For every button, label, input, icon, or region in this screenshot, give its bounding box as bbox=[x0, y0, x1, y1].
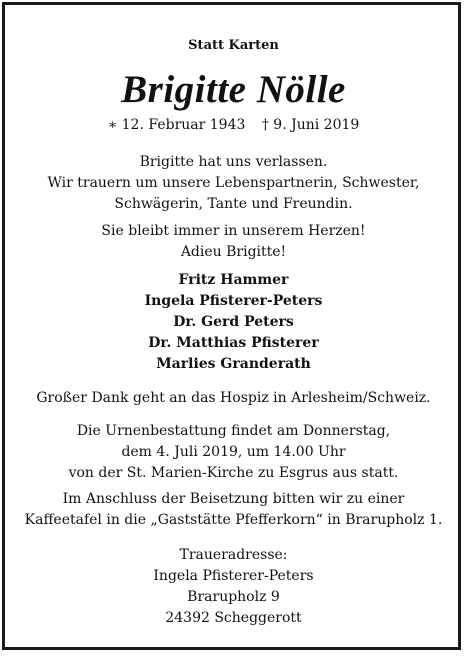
message-line: Schwägerin, Tante und Freundin. bbox=[114, 196, 353, 212]
message-line: Wir trauern um unsere Lebenspartnerin, Schwester, bbox=[47, 175, 420, 191]
message-paragraph bbox=[0, 152, 467, 215]
notice-header: Statt Karten bbox=[188, 38, 279, 53]
reception-paragraph bbox=[0, 489, 467, 531]
death-date: † 9. Juni 2019 bbox=[261, 117, 360, 133]
burial-line: dem 4. Juli 2019, um 14.00 Uhr bbox=[121, 444, 346, 460]
address-line: Traueradresse: bbox=[179, 547, 288, 563]
address-line: 24392 Scheggerott bbox=[165, 610, 302, 626]
signer-name: Marlies Granderath bbox=[156, 356, 311, 372]
farewell-line: Sie bleibt immer in unserem Herzen! bbox=[101, 223, 366, 239]
burial-paragraph bbox=[0, 421, 467, 484]
address-line: Ingela Pfisterer-Peters bbox=[153, 568, 314, 584]
address-line: Brarupholz 9 bbox=[187, 589, 280, 605]
thanks-line: Großer Dank geht an das Hospiz in Arlesheim/Schweiz. bbox=[36, 390, 431, 406]
mourning-address bbox=[0, 545, 467, 629]
burial-line: von der St. Marien-Kirche zu Esgrus aus statt. bbox=[68, 465, 399, 481]
signer-name: Ingela Pfisterer-Peters bbox=[144, 293, 323, 309]
signers-list bbox=[0, 270, 467, 375]
signer-name: Dr. Matthias Pfisterer bbox=[148, 335, 319, 351]
signer-name: Dr. Gerd Peters bbox=[173, 314, 294, 330]
thanks-paragraph bbox=[0, 388, 467, 409]
farewell-line: Adieu Brigitte! bbox=[180, 244, 287, 260]
life-dates bbox=[0, 117, 467, 133]
deceased-name: Brigitte Nölle bbox=[121, 68, 346, 111]
burial-line: Die Urnenbestattung findet am Donnerstag, bbox=[76, 423, 391, 439]
birth-date: ∗ 12. Februar 1943 bbox=[107, 117, 246, 133]
message-line: Brigitte hat uns verlassen. bbox=[139, 154, 328, 170]
signer-name: Fritz Hammer bbox=[178, 272, 289, 288]
reception-line: Kaffeetafel in die „Gaststätte Pfefferkorn“ in Brarupholz 1. bbox=[24, 512, 443, 528]
farewell-paragraph bbox=[0, 221, 467, 263]
reception-line: Im Anschluss der Beisetzung bitten wir zu einer bbox=[62, 491, 405, 507]
